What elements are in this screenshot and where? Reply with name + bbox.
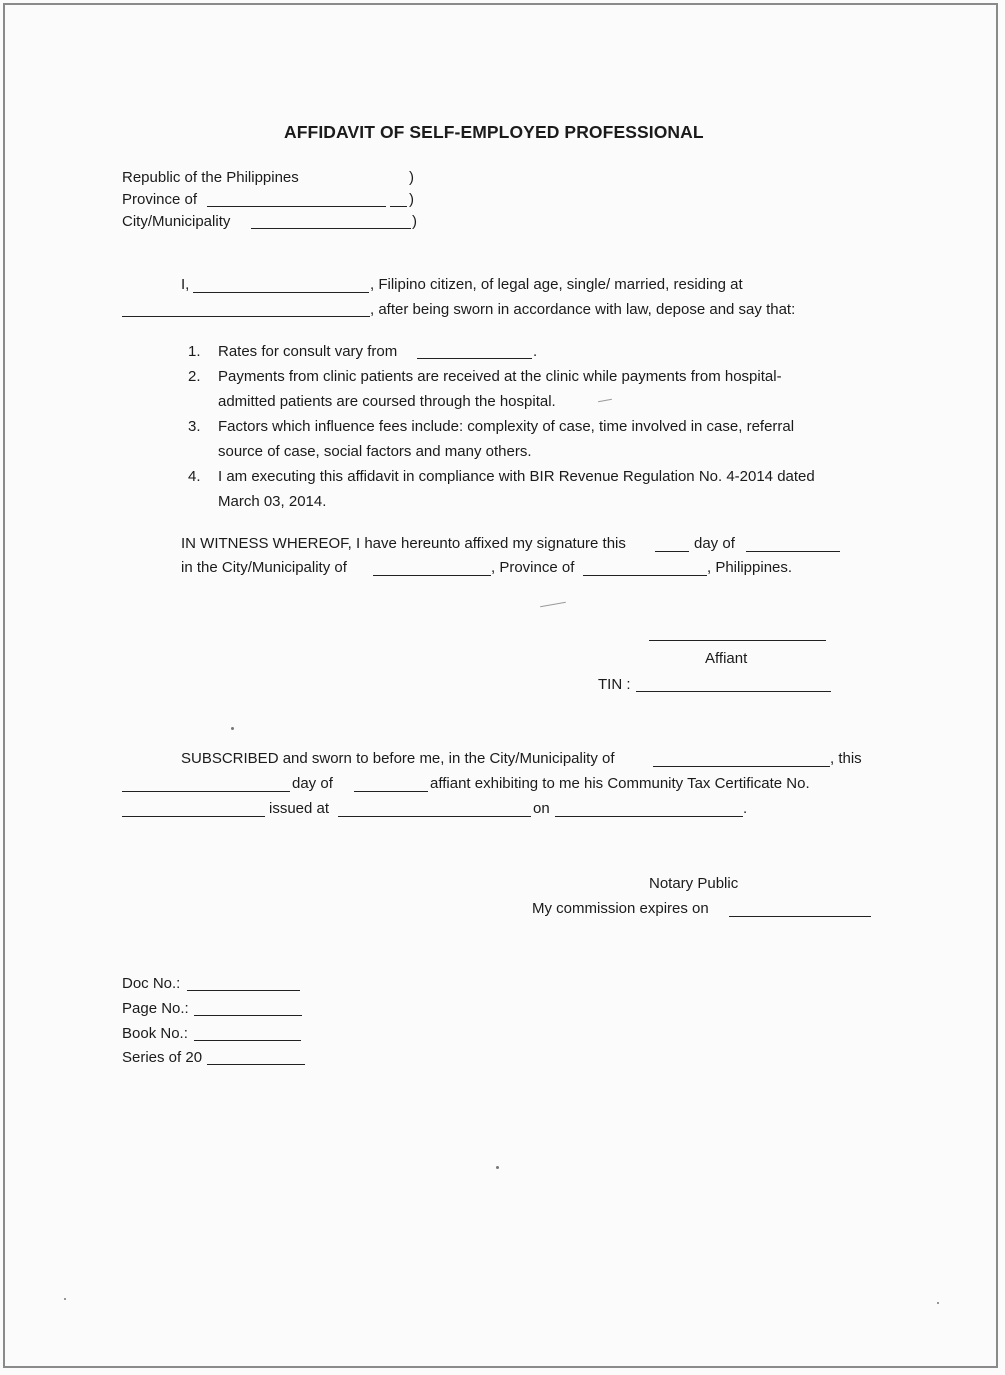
scan-speck	[496, 1166, 499, 1169]
scan-mark	[540, 602, 566, 607]
doc-no-blank[interactable]	[187, 990, 300, 991]
item-number: 1.	[188, 343, 201, 360]
rates-blank[interactable]	[417, 358, 532, 359]
jurat-line1-a: SUBSCRIBED and sworn to before me, in the City/Municipality of	[181, 750, 615, 767]
witness-line2-c: , Philippines.	[707, 559, 793, 576]
series-label: Series of 20	[122, 1049, 203, 1066]
venue-city-paren: )	[412, 213, 417, 230]
residence-blank[interactable]	[122, 316, 370, 317]
doc-no-label: Doc No.:	[122, 975, 181, 992]
jurat-day-blank[interactable]	[122, 791, 290, 792]
commission-expiry-blank[interactable]	[729, 916, 871, 917]
issued-on-blank[interactable]	[555, 816, 743, 817]
city-blank[interactable]	[251, 228, 411, 229]
witness-line1-a: IN WITNESS WHEREOF, I have hereunto affixed my signature this	[181, 535, 626, 552]
venue-republic: Republic of the Philippines	[122, 169, 299, 186]
item-line: Factors which influence fees include: complexity of case, time involved in case, referral	[218, 418, 795, 435]
jurat-line3-c: .	[743, 800, 748, 817]
item-trailing: .	[533, 343, 538, 360]
affiant-signature-line[interactable]	[649, 640, 826, 641]
jurat-month-blank[interactable]	[354, 791, 428, 792]
province-blank-2[interactable]	[390, 206, 407, 207]
book-no-blank[interactable]	[194, 1040, 301, 1041]
page-no-blank[interactable]	[194, 1015, 302, 1016]
series-blank[interactable]	[207, 1064, 305, 1065]
intro-line2-suffix: , after being sworn in accordance with law, depose and say that:	[370, 301, 796, 318]
item-line: source of case, social factors and many others.	[218, 443, 532, 460]
tin-label: TIN :	[598, 676, 631, 693]
jurat-line2-b: affiant exhibiting to me his Community Tax Certificate No.	[430, 775, 810, 792]
notary-label: Notary Public	[649, 875, 739, 892]
issued-at-blank[interactable]	[338, 816, 531, 817]
item-line: Payments from clinic patients are received at the clinic while payments from hospital-	[218, 368, 782, 385]
item-line: I am executing this affidavit in compliance with BIR Revenue Regulation No. 4-2014 dated	[218, 468, 815, 485]
document-title: AFFIDAVIT OF SELF-EMPLOYED PROFESSIONAL	[284, 122, 704, 142]
item-line: admitted patients are coursed through the hospital.	[218, 393, 556, 410]
witness-line2-a: in the City/Municipality of	[181, 559, 347, 576]
name-blank[interactable]	[193, 292, 369, 293]
jurat-line3-b: on	[533, 800, 550, 817]
scan-speck	[64, 1298, 66, 1300]
witness-line1-b: day of	[694, 535, 735, 552]
ctc-number-blank[interactable]	[122, 816, 265, 817]
witness-month-blank[interactable]	[746, 551, 840, 552]
witness-city-blank[interactable]	[373, 575, 491, 576]
scan-speck	[937, 1302, 939, 1304]
item-line: March 03, 2014.	[218, 493, 327, 510]
affiant-label: Affiant	[705, 650, 748, 667]
book-no-label: Book No.:	[122, 1025, 188, 1042]
item-line: Rates for consult vary from	[218, 343, 398, 360]
witness-province-blank[interactable]	[583, 575, 707, 576]
intro-prefix: I,	[181, 276, 190, 293]
witness-line2-b: , Province of	[491, 559, 575, 576]
page-no-label: Page No.:	[122, 1000, 189, 1017]
item-number: 2.	[188, 368, 201, 385]
venue-republic-paren: )	[409, 169, 414, 186]
venue-province-paren: )	[409, 191, 414, 208]
jurat-line1-b: , this	[830, 750, 862, 767]
scan-mark	[598, 399, 612, 402]
commission-label: My commission expires on	[532, 900, 709, 917]
jurat-line3-a: issued at	[269, 800, 330, 817]
item-number: 4.	[188, 468, 201, 485]
item-number: 3.	[188, 418, 201, 435]
venue-province-label: Province of	[122, 191, 198, 208]
jurat-line2-a: day of	[292, 775, 333, 792]
scan-speck	[231, 727, 234, 730]
venue-city-label: City/Municipality	[122, 213, 231, 230]
jurat-city-blank[interactable]	[653, 766, 830, 767]
witness-day-blank[interactable]	[655, 551, 689, 552]
intro-line1-suffix: , Filipino citizen, of legal age, single/ married, residing at	[370, 276, 743, 293]
tin-blank[interactable]	[636, 691, 831, 692]
province-blank[interactable]	[207, 206, 386, 207]
